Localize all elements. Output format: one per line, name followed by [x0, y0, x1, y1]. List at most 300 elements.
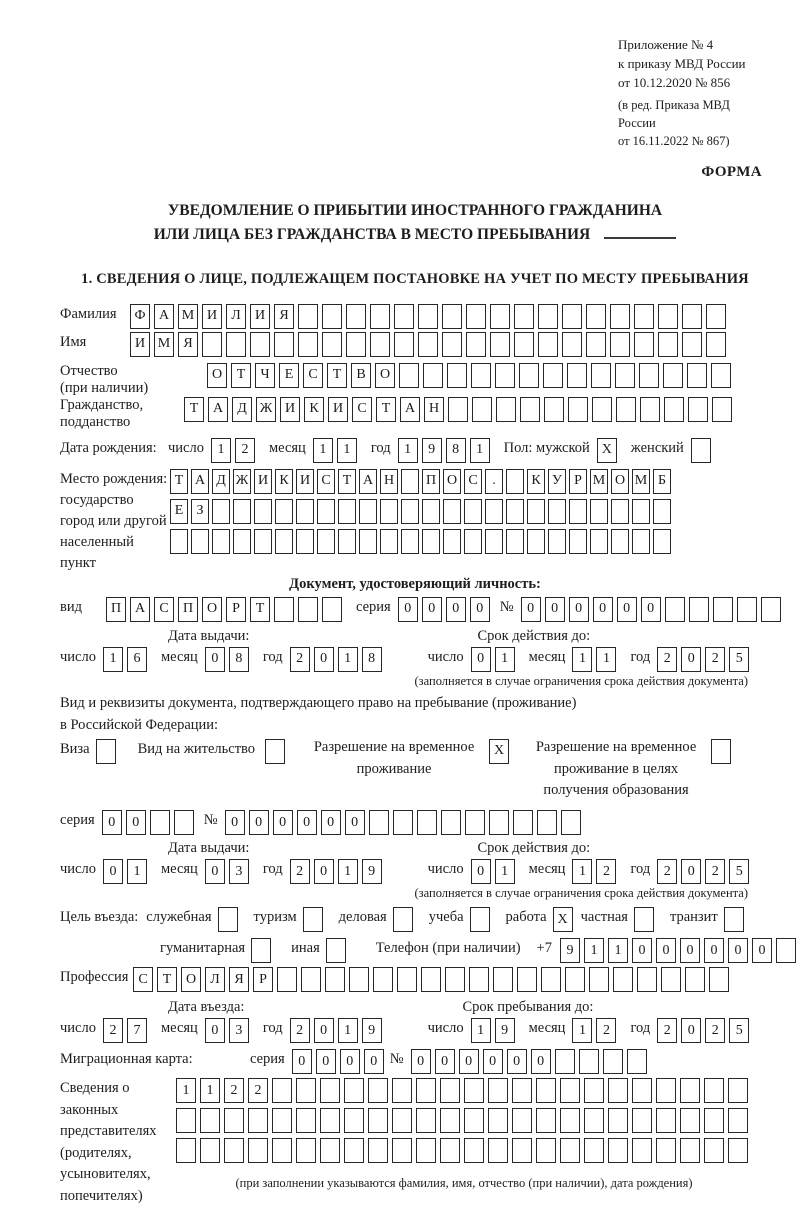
- char-box[interactable]: 9: [560, 938, 580, 963]
- char-box[interactable]: [275, 529, 293, 554]
- char-box[interactable]: [250, 332, 270, 357]
- char-box[interactable]: [441, 810, 461, 835]
- char-box[interactable]: 1: [470, 438, 490, 463]
- char-box[interactable]: 0: [422, 597, 442, 622]
- char-box[interactable]: [538, 304, 558, 329]
- char-box[interactable]: [417, 810, 437, 835]
- char-box[interactable]: 2: [705, 647, 725, 672]
- char-box[interactable]: [561, 810, 581, 835]
- char-box[interactable]: П: [106, 597, 126, 622]
- char-box[interactable]: [569, 499, 587, 524]
- char-box[interactable]: 1: [495, 647, 515, 672]
- char-box[interactable]: [664, 397, 684, 422]
- char-box[interactable]: [569, 529, 587, 554]
- char-box[interactable]: [709, 967, 729, 992]
- entry-year-boxes[interactable]: [290, 1018, 386, 1043]
- char-box[interactable]: [632, 1138, 652, 1163]
- char-box[interactable]: [399, 363, 419, 388]
- char-box[interactable]: О: [611, 469, 629, 494]
- char-box[interactable]: [687, 363, 707, 388]
- char-box[interactable]: 1: [572, 859, 592, 884]
- char-box[interactable]: [418, 304, 438, 329]
- char-box[interactable]: [634, 332, 654, 357]
- char-box[interactable]: [704, 1108, 724, 1133]
- char-box[interactable]: Д: [212, 469, 230, 494]
- char-box[interactable]: И: [328, 397, 348, 422]
- char-box[interactable]: [418, 332, 438, 357]
- char-box[interactable]: [536, 1108, 556, 1133]
- char-box[interactable]: [401, 469, 419, 494]
- char-box[interactable]: 0: [728, 938, 748, 963]
- char-box[interactable]: [589, 967, 609, 992]
- entry-month-boxes[interactable]: [205, 1018, 253, 1043]
- char-box[interactable]: 0: [752, 938, 772, 963]
- char-box[interactable]: [443, 529, 461, 554]
- char-box[interactable]: 0: [314, 859, 334, 884]
- char-box[interactable]: [344, 1078, 364, 1103]
- char-box[interactable]: [565, 967, 585, 992]
- char-box[interactable]: В: [351, 363, 371, 388]
- char-box[interactable]: 0: [292, 1049, 312, 1074]
- char-box[interactable]: 0: [411, 1049, 431, 1074]
- char-box[interactable]: [548, 529, 566, 554]
- char-box[interactable]: [761, 597, 781, 622]
- char-box[interactable]: [616, 397, 636, 422]
- char-box[interactable]: [656, 1108, 676, 1133]
- char-box[interactable]: [370, 304, 390, 329]
- char-box[interactable]: [272, 1108, 292, 1133]
- char-box[interactable]: 1: [211, 438, 231, 463]
- char-box[interactable]: 0: [205, 859, 225, 884]
- char-box[interactable]: 0: [471, 859, 491, 884]
- char-box[interactable]: [368, 1078, 388, 1103]
- char-box[interactable]: [611, 499, 629, 524]
- char-box[interactable]: 1: [338, 859, 358, 884]
- char-box[interactable]: Т: [250, 597, 270, 622]
- char-box[interactable]: [464, 1138, 484, 1163]
- char-box[interactable]: Т: [376, 397, 396, 422]
- char-box[interactable]: [632, 1078, 652, 1103]
- doc-series-boxes[interactable]: [398, 597, 494, 622]
- char-box[interactable]: 1: [338, 1018, 358, 1043]
- char-box[interactable]: [218, 907, 238, 932]
- char-box[interactable]: Ф: [130, 304, 150, 329]
- char-box[interactable]: 1: [572, 647, 592, 672]
- char-box[interactable]: X: [489, 739, 509, 764]
- char-box[interactable]: 2: [596, 859, 616, 884]
- char-box[interactable]: [416, 1078, 436, 1103]
- char-box[interactable]: 0: [297, 810, 317, 835]
- char-box[interactable]: И: [296, 469, 314, 494]
- char-box[interactable]: [608, 1078, 628, 1103]
- char-box[interactable]: [443, 499, 461, 524]
- char-box[interactable]: [320, 1078, 340, 1103]
- char-box[interactable]: [96, 739, 116, 764]
- char-box[interactable]: П: [422, 469, 440, 494]
- residence-issue-day-boxes[interactable]: [103, 859, 151, 884]
- residence-permit-checkbox[interactable]: [265, 739, 289, 764]
- char-box[interactable]: [712, 397, 732, 422]
- char-box[interactable]: [495, 363, 515, 388]
- char-box[interactable]: [514, 304, 534, 329]
- char-box[interactable]: А: [191, 469, 209, 494]
- char-box[interactable]: [274, 597, 294, 622]
- char-box[interactable]: [613, 967, 633, 992]
- char-box[interactable]: [440, 1108, 460, 1133]
- char-box[interactable]: Б: [653, 469, 671, 494]
- char-box[interactable]: [248, 1138, 268, 1163]
- char-box[interactable]: О: [181, 967, 201, 992]
- char-box[interactable]: [544, 397, 564, 422]
- char-box[interactable]: [488, 1138, 508, 1163]
- char-box[interactable]: [728, 1108, 748, 1133]
- purpose-transit-checkbox[interactable]: [724, 907, 748, 932]
- char-box[interactable]: К: [527, 469, 545, 494]
- char-box[interactable]: Е: [170, 499, 188, 524]
- char-box[interactable]: [338, 529, 356, 554]
- temp-permit-checkbox[interactable]: [489, 739, 513, 764]
- char-box[interactable]: [513, 810, 533, 835]
- char-box[interactable]: [322, 597, 342, 622]
- char-box[interactable]: [586, 332, 606, 357]
- char-box[interactable]: [610, 332, 630, 357]
- char-box[interactable]: 0: [545, 597, 565, 622]
- char-box[interactable]: [637, 967, 657, 992]
- name-boxes[interactable]: [130, 332, 730, 357]
- char-box[interactable]: [150, 810, 170, 835]
- char-box[interactable]: Р: [253, 967, 273, 992]
- char-box[interactable]: [689, 597, 709, 622]
- char-box[interactable]: 0: [205, 1018, 225, 1043]
- char-box[interactable]: [653, 529, 671, 554]
- char-box[interactable]: 1: [398, 438, 418, 463]
- char-box[interactable]: О: [202, 597, 222, 622]
- char-box[interactable]: М: [178, 304, 198, 329]
- char-box[interactable]: [656, 1078, 676, 1103]
- char-box[interactable]: Ж: [256, 397, 276, 422]
- profession-boxes[interactable]: [133, 967, 733, 992]
- birthplace-row2-boxes[interactable]: [170, 499, 674, 524]
- char-box[interactable]: [322, 332, 342, 357]
- purpose-work-checkbox[interactable]: [553, 907, 577, 932]
- char-box[interactable]: [512, 1138, 532, 1163]
- char-box[interactable]: [176, 1108, 196, 1133]
- char-box[interactable]: [320, 1108, 340, 1133]
- char-box[interactable]: Р: [569, 469, 587, 494]
- char-box[interactable]: 0: [126, 810, 146, 835]
- char-box[interactable]: [520, 397, 540, 422]
- edu-permit-checkbox[interactable]: [711, 739, 735, 764]
- char-box[interactable]: А: [154, 304, 174, 329]
- char-box[interactable]: [568, 397, 588, 422]
- char-box[interactable]: Я: [229, 967, 249, 992]
- citizenship-boxes[interactable]: [184, 397, 736, 422]
- char-box[interactable]: [466, 304, 486, 329]
- char-box[interactable]: [661, 967, 681, 992]
- representatives-row1-boxes[interactable]: [176, 1078, 752, 1103]
- char-box[interactable]: 2: [657, 859, 677, 884]
- stay-year-boxes[interactable]: [657, 1018, 753, 1043]
- char-box[interactable]: [422, 499, 440, 524]
- char-box[interactable]: [272, 1078, 292, 1103]
- char-box[interactable]: [527, 499, 545, 524]
- char-box[interactable]: [485, 529, 503, 554]
- char-box[interactable]: Л: [226, 304, 246, 329]
- char-box[interactable]: Е: [279, 363, 299, 388]
- doc-kind-boxes[interactable]: [106, 597, 346, 622]
- char-box[interactable]: [724, 907, 744, 932]
- char-box[interactable]: [543, 363, 563, 388]
- char-box[interactable]: [711, 739, 731, 764]
- char-box[interactable]: [200, 1138, 220, 1163]
- char-box[interactable]: [706, 332, 726, 357]
- char-box[interactable]: [200, 1108, 220, 1133]
- char-box[interactable]: [368, 1138, 388, 1163]
- char-box[interactable]: [663, 363, 683, 388]
- char-box[interactable]: Н: [424, 397, 444, 422]
- char-box[interactable]: [394, 332, 414, 357]
- char-box[interactable]: [248, 1108, 268, 1133]
- char-box[interactable]: И: [280, 397, 300, 422]
- char-box[interactable]: 0: [321, 810, 341, 835]
- char-box[interactable]: 6: [127, 647, 147, 672]
- migration-number-boxes[interactable]: [411, 1049, 651, 1074]
- char-box[interactable]: 0: [205, 647, 225, 672]
- char-box[interactable]: [470, 907, 490, 932]
- char-box[interactable]: 1: [103, 647, 123, 672]
- char-box[interactable]: [277, 967, 297, 992]
- char-box[interactable]: 7: [127, 1018, 147, 1043]
- char-box[interactable]: [776, 938, 796, 963]
- char-box[interactable]: [251, 938, 271, 963]
- char-box[interactable]: [369, 810, 389, 835]
- char-box[interactable]: 1: [608, 938, 628, 963]
- char-box[interactable]: К: [304, 397, 324, 422]
- char-box[interactable]: 1: [596, 647, 616, 672]
- char-box[interactable]: [296, 529, 314, 554]
- char-box[interactable]: [608, 1108, 628, 1133]
- char-box[interactable]: М: [632, 469, 650, 494]
- char-box[interactable]: 2: [290, 647, 310, 672]
- char-box[interactable]: [176, 1138, 196, 1163]
- char-box[interactable]: 2: [224, 1078, 244, 1103]
- char-box[interactable]: 0: [632, 938, 652, 963]
- char-box[interactable]: [392, 1108, 412, 1133]
- purpose-humanitarian-checkbox[interactable]: [251, 938, 275, 963]
- char-box[interactable]: [541, 967, 561, 992]
- char-box[interactable]: [392, 1138, 412, 1163]
- char-box[interactable]: Т: [338, 469, 356, 494]
- char-box[interactable]: [233, 529, 251, 554]
- char-box[interactable]: 0: [507, 1049, 527, 1074]
- char-box[interactable]: А: [359, 469, 377, 494]
- doc-valid-month-boxes[interactable]: [572, 647, 620, 672]
- char-box[interactable]: О: [443, 469, 461, 494]
- char-box[interactable]: 0: [593, 597, 613, 622]
- char-box[interactable]: [488, 1108, 508, 1133]
- char-box[interactable]: 2: [103, 1018, 123, 1043]
- char-box[interactable]: [416, 1108, 436, 1133]
- char-box[interactable]: [394, 304, 414, 329]
- char-box[interactable]: 5: [729, 1018, 749, 1043]
- char-box[interactable]: [380, 499, 398, 524]
- char-box[interactable]: Ж: [233, 469, 251, 494]
- purpose-official-checkbox[interactable]: [218, 907, 242, 932]
- char-box[interactable]: [560, 1138, 580, 1163]
- char-box[interactable]: 3: [229, 1018, 249, 1043]
- char-box[interactable]: [591, 363, 611, 388]
- char-box[interactable]: [680, 1108, 700, 1133]
- char-box[interactable]: [344, 1108, 364, 1133]
- char-box[interactable]: [421, 967, 441, 992]
- char-box[interactable]: 1: [200, 1078, 220, 1103]
- char-box[interactable]: 1: [495, 859, 515, 884]
- char-box[interactable]: [658, 332, 678, 357]
- char-box[interactable]: 0: [681, 859, 701, 884]
- char-box[interactable]: [416, 1138, 436, 1163]
- representatives-row3-boxes[interactable]: [176, 1138, 752, 1163]
- char-box[interactable]: 3: [229, 859, 249, 884]
- doc-issue-year-boxes[interactable]: [290, 647, 386, 672]
- char-box[interactable]: [519, 363, 539, 388]
- char-box[interactable]: 0: [345, 810, 365, 835]
- char-box[interactable]: 0: [314, 647, 334, 672]
- char-box[interactable]: [711, 363, 731, 388]
- char-box[interactable]: [272, 1138, 292, 1163]
- char-box[interactable]: [440, 1078, 460, 1103]
- char-box[interactable]: [488, 1078, 508, 1103]
- char-box[interactable]: [397, 967, 417, 992]
- char-box[interactable]: 2: [705, 1018, 725, 1043]
- char-box[interactable]: 0: [273, 810, 293, 835]
- migration-series-boxes[interactable]: [292, 1049, 388, 1074]
- purpose-study-checkbox[interactable]: [470, 907, 494, 932]
- char-box[interactable]: [174, 810, 194, 835]
- char-box[interactable]: 2: [596, 1018, 616, 1043]
- char-box[interactable]: 0: [641, 597, 661, 622]
- birth-year-boxes[interactable]: [398, 438, 494, 463]
- char-box[interactable]: [440, 1138, 460, 1163]
- char-box[interactable]: [465, 810, 485, 835]
- char-box[interactable]: 5: [729, 859, 749, 884]
- char-box[interactable]: [202, 332, 222, 357]
- char-box[interactable]: 0: [102, 810, 122, 835]
- char-box[interactable]: [490, 332, 510, 357]
- char-box[interactable]: 9: [495, 1018, 515, 1043]
- char-box[interactable]: 1: [127, 859, 147, 884]
- char-box[interactable]: [514, 332, 534, 357]
- entry-day-boxes[interactable]: [103, 1018, 151, 1043]
- char-box[interactable]: [632, 529, 650, 554]
- char-box[interactable]: [584, 1108, 604, 1133]
- char-box[interactable]: [170, 529, 188, 554]
- char-box[interactable]: X: [553, 907, 573, 932]
- char-box[interactable]: 8: [446, 438, 466, 463]
- char-box[interactable]: И: [254, 469, 272, 494]
- char-box[interactable]: 0: [471, 647, 491, 672]
- char-box[interactable]: [275, 499, 293, 524]
- char-box[interactable]: [610, 304, 630, 329]
- char-box[interactable]: [298, 304, 318, 329]
- char-box[interactable]: 8: [362, 647, 382, 672]
- doc-valid-year-boxes[interactable]: [657, 647, 753, 672]
- residence-issue-month-boxes[interactable]: [205, 859, 253, 884]
- residence-issue-year-boxes[interactable]: [290, 859, 386, 884]
- char-box[interactable]: [296, 1138, 316, 1163]
- char-box[interactable]: [680, 1078, 700, 1103]
- char-box[interactable]: 2: [657, 1018, 677, 1043]
- char-box[interactable]: [298, 332, 318, 357]
- char-box[interactable]: [527, 529, 545, 554]
- char-box[interactable]: [536, 1078, 556, 1103]
- char-box[interactable]: [512, 1078, 532, 1103]
- char-box[interactable]: [555, 1049, 575, 1074]
- char-box[interactable]: Я: [274, 304, 294, 329]
- char-box[interactable]: [485, 499, 503, 524]
- char-box[interactable]: [538, 332, 558, 357]
- char-box[interactable]: [472, 397, 492, 422]
- char-box[interactable]: С: [133, 967, 153, 992]
- char-box[interactable]: [226, 332, 246, 357]
- char-box[interactable]: П: [178, 597, 198, 622]
- char-box[interactable]: [584, 1078, 604, 1103]
- char-box[interactable]: [212, 499, 230, 524]
- residence-valid-day-boxes[interactable]: [471, 859, 519, 884]
- char-box[interactable]: М: [154, 332, 174, 357]
- char-box[interactable]: [560, 1108, 580, 1133]
- char-box[interactable]: [536, 1138, 556, 1163]
- char-box[interactable]: 9: [362, 859, 382, 884]
- char-box[interactable]: [254, 499, 272, 524]
- char-box[interactable]: Л: [205, 967, 225, 992]
- char-box[interactable]: 0: [103, 859, 123, 884]
- char-box[interactable]: [627, 1049, 647, 1074]
- char-box[interactable]: [447, 363, 467, 388]
- char-box[interactable]: 1: [471, 1018, 491, 1043]
- char-box[interactable]: 2: [290, 859, 310, 884]
- char-box[interactable]: [658, 304, 678, 329]
- char-box[interactable]: [634, 907, 654, 932]
- char-box[interactable]: [653, 499, 671, 524]
- char-box[interactable]: [392, 1078, 412, 1103]
- char-box[interactable]: 8: [229, 647, 249, 672]
- char-box[interactable]: [380, 529, 398, 554]
- char-box[interactable]: [586, 304, 606, 329]
- char-box[interactable]: [317, 499, 335, 524]
- char-box[interactable]: [320, 1138, 340, 1163]
- residence-valid-month-boxes[interactable]: [572, 859, 620, 884]
- patronymic-boxes[interactable]: [207, 363, 735, 388]
- char-box[interactable]: [665, 597, 685, 622]
- char-box[interactable]: О: [207, 363, 227, 388]
- char-box[interactable]: [737, 597, 757, 622]
- char-box[interactable]: [191, 529, 209, 554]
- char-box[interactable]: 1: [338, 647, 358, 672]
- char-box[interactable]: [639, 363, 659, 388]
- char-box[interactable]: [317, 529, 335, 554]
- char-box[interactable]: 0: [364, 1049, 384, 1074]
- char-box[interactable]: 9: [362, 1018, 382, 1043]
- char-box[interactable]: [656, 1138, 676, 1163]
- char-box[interactable]: 0: [483, 1049, 503, 1074]
- char-box[interactable]: [682, 304, 702, 329]
- char-box[interactable]: [567, 363, 587, 388]
- char-box[interactable]: 0: [470, 597, 490, 622]
- sex-female-checkbox[interactable]: [691, 438, 715, 463]
- birth-month-boxes[interactable]: [313, 438, 361, 463]
- char-box[interactable]: [442, 332, 462, 357]
- char-box[interactable]: А: [208, 397, 228, 422]
